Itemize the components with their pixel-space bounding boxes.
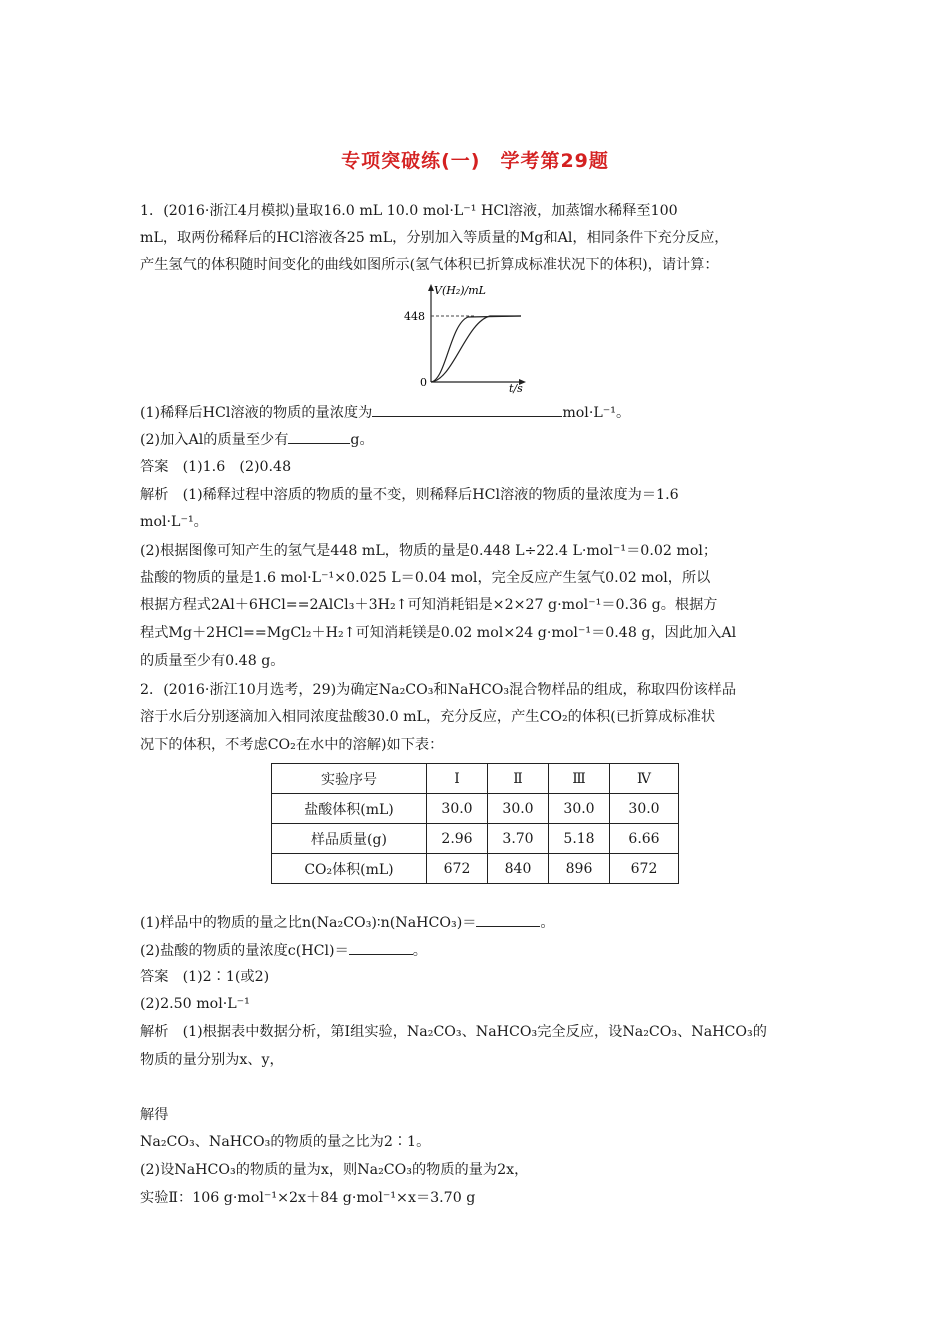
- table-cell: 3.70: [488, 824, 549, 854]
- table-cell: 840: [488, 854, 549, 884]
- table-header-cell: Ⅰ: [427, 764, 488, 794]
- table-row: [272, 794, 679, 824]
- q1-analysis-3: (2)根据图像可知产生的氢气是448 mL，物质的量是0.448 L÷22.4 L·mol⁻¹＝0.02 mol；: [140, 543, 718, 559]
- q2-sub1-text: (1)样品中的物质的量之比n(Na₂CO₃)∶n(NaHCO₃)＝: [140, 915, 477, 931]
- q1-stem-line-3: 产生氢气的体积随时间变化的曲线如图所示(氢气体积已折算成标准状况下的体积)，请计算：: [140, 257, 719, 273]
- q2-stem-line-3: 况下的体积，不考虑CO₂在水中的溶解)如下表：: [140, 737, 444, 753]
- table-header-row: [272, 764, 679, 794]
- q2-sub1-blank: [476, 912, 540, 927]
- table-header-cell: Ⅳ: [610, 764, 679, 794]
- y-tick-448: 448: [404, 310, 425, 323]
- table-cell: 672: [610, 854, 679, 884]
- q2-sub2-text: (2)盐酸的物质的量浓度c(HCl)＝: [140, 943, 349, 959]
- q2-stem-line-2: 溶于水后分别逐滴加入相同浓度盐酸30.0 mL，充分反应，产生CO₂的体积(已折算成标准状: [140, 709, 716, 725]
- q2-answer-2: (2)2.50 mol·L⁻¹: [140, 996, 250, 1012]
- q1-sub2-text: (2)加入Al的质量至少有: [140, 432, 289, 448]
- curve-slow: [431, 316, 521, 382]
- y-axis-label: V(H₂)/mL: [434, 284, 486, 297]
- q2-sub1: [140, 912, 555, 933]
- q1-stem-line-2: mL，取两份稀释后的HCl溶液各25 mL，分别加入等质量的Mg和Al，相同条件下充分反应，: [140, 230, 729, 246]
- q2-analysis-1: 解析 (1)根据表中数据分析，第Ⅰ组实验，Na₂CO₃、NaHCO₃完全反应，设Na₂CO₃、NaHCO₃的: [140, 1024, 767, 1040]
- table-cell: 896: [549, 854, 610, 884]
- q1-sub2-unit: g。: [350, 432, 374, 448]
- q2-analysis-4: Na₂CO₃、NaHCO₃的物质的量之比为2∶1。: [140, 1134, 431, 1150]
- q1-sub1-blank: [372, 402, 562, 417]
- q2-answer-1: 答案 (1)2∶1(或2): [140, 969, 270, 985]
- table-cell: 30.0: [610, 794, 679, 824]
- table-row: [272, 854, 679, 884]
- q2-sub2-end: 。: [412, 943, 427, 959]
- q1-analysis-5: 根据方程式2Al＋6HCl==2AlCl₃＋3H₂↑可知消耗铝是×2×27 g·mol⁻¹＝0.36 g。根据方: [140, 597, 718, 613]
- experiment-table: [271, 763, 679, 884]
- q1-sub2-blank: [288, 429, 350, 444]
- table-cell: 30.0: [427, 794, 488, 824]
- origin-label: 0: [420, 376, 427, 389]
- table-cell: 30.0: [488, 794, 549, 824]
- q1-answer: 答案 (1)1.6 (2)0.48: [140, 459, 292, 475]
- page-title: 专项突破练(一) 学考第29题: [341, 150, 609, 172]
- q1-analysis-1: 解析 (1)稀释过程中溶质的物质的量不变，则稀释后HCl溶液的物质的量浓度为＝1.6: [140, 487, 679, 503]
- q1-sub1-unit: mol·L⁻¹。: [562, 405, 631, 421]
- q2-analysis-6: 实验Ⅱ：106 g·mol⁻¹×2x＋84 g·mol⁻¹×x＝3.70 g: [140, 1190, 476, 1206]
- h2-volume-time-graph: [398, 280, 528, 395]
- table-header-cell: Ⅱ: [488, 764, 549, 794]
- table-cell: 盐酸体积(mL): [272, 794, 427, 824]
- table-header-cell: 实验序号: [272, 764, 427, 794]
- table-cell: 5.18: [549, 824, 610, 854]
- table-cell: 2.96: [427, 824, 488, 854]
- q1-sub2: [140, 429, 374, 450]
- table-cell: CO₂体积(mL): [272, 854, 427, 884]
- table-row: [272, 824, 679, 854]
- q1-stem-line-1: 1．(2016·浙江4月模拟)量取16.0 mL 10.0 mol·L⁻¹ HCl溶液，加蒸馏水稀释至100: [140, 203, 678, 219]
- q2-sub2-blank: [349, 940, 413, 955]
- table-cell: 672: [427, 854, 488, 884]
- q2-sub2: [140, 940, 427, 961]
- q2-analysis-3: 解得: [140, 1107, 169, 1123]
- x-axis-label: t/s: [509, 382, 523, 395]
- q1-analysis-2: mol·L⁻¹。: [140, 514, 208, 530]
- q1-sub1-text: (1)稀释后HCl溶液的物质的量浓度为: [140, 405, 373, 421]
- table-header-cell: Ⅲ: [549, 764, 610, 794]
- q2-analysis-2: 物质的量分别为x、y，: [140, 1052, 284, 1068]
- q1-analysis-6: 程式Mg＋2HCl==MgCl₂＋H₂↑可知消耗镁是0.02 mol×24 g·mol⁻¹＝0.48 g，因此加入Al: [140, 625, 737, 641]
- table-cell: 6.66: [610, 824, 679, 854]
- q1-analysis-7: 的质量至少有0.48 g。: [140, 653, 285, 669]
- q1-sub1: [140, 402, 630, 423]
- table-cell: 30.0: [549, 794, 610, 824]
- table-cell: 样品质量(g): [272, 824, 427, 854]
- q2-stem-line-1: 2．(2016·浙江10月选考，29)为确定Na₂CO₃和NaHCO₃混合物样品的组成，称取四份该样品: [140, 682, 737, 698]
- q2-analysis-5: (2)设NaHCO₃的物质的量为x，则Na₂CO₃的物质的量为2x，: [140, 1162, 529, 1178]
- q1-analysis-4: 盐酸的物质的量是1.6 mol·L⁻¹×0.025 L＝0.04 mol，完全反应产生氢气0.02 mol，所以: [140, 570, 711, 586]
- q2-sub1-end: 。: [540, 915, 555, 931]
